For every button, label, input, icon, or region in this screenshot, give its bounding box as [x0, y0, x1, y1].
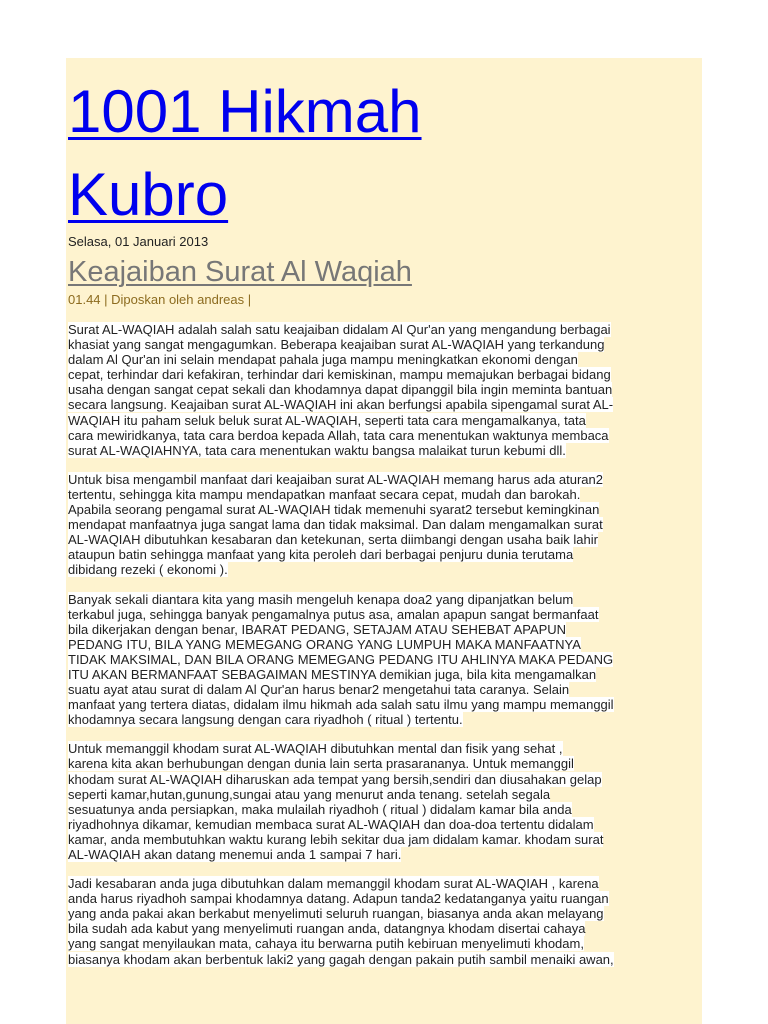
post-meta: 01.44 | Diposkan oleh andreas |	[68, 292, 252, 307]
post-date: Selasa, 01 Januari 2013	[68, 234, 209, 249]
blog-title-line2: Kubro	[68, 161, 229, 228]
post-paragraph-4: Untuk memanggil khodam surat AL-WAQIAH dibutuhkan mental dan fisik yang sehat , karena kita akan berhubungan dengan dunia lain serta prasarananya. Untuk memanggil khodam surat AL-WAQIAH diharuskan ada tempat yang bersih,sendiri dan diusahakan gelap seperti kamar,hutan,gunung,sungai atau yang menurut anda tenang. setelah segala sesuatunya anda persiapkan, maka mulailah riyadhoh ( ritual ) didalam kamar bila anda riyadhohnya dikamar, kemudian membaca surat AL-WAQIAH dan doa-doa tertentu didalam kamar, anda membutuhkan waktu kurang lebih sekitar dua jam didalam kamar. khodam surat AL-WAQIAH akan datang menemui anda 1 sampai 7 hari.	[68, 741, 604, 862]
blog-title-line1: 1001 Hikmah	[68, 78, 422, 145]
post-body	[68, 322, 700, 967]
post-paragraph-1: Surat AL-WAQIAH adalah salah satu keajaiban didalam Al Qur'an yang mengandung berbagai khasiat yang sangat mengagumkan. Beberapa keajaiban surat AL-WAQIAH yang terkandung dalam Al Qur'an ini selain mendapat pahala juga mampu meningkatkan ekonomi dengan cepat, terhindar dari kefakiran, terhindar dari kemiskinan, mampu memajukan berbagai bidang usaha dengan sangat cepat sekali dan khodamnya dapat dipanggil bila ingin meminta bantuan secara langsung. Keajaiban surat AL-WAQIAH ini akan berfungsi apabila sipengamal surat AL- WAQIAH itu paham seluk beluk surat AL-WAQIAH, seperti tata cara mengamalkanya, tata cara mewiridkanya, tata cara berdoa kepada Allah, tata cara menentukan waktunya membaca surat AL-WAQIAHNYA, tata cara menentukan waktu bangsa malaikat turun kebumi dll.	[68, 322, 614, 458]
post-title-link[interactable]: Keajaiban Surat Al Waqiah	[68, 256, 412, 288]
post-paragraph-2: Untuk bisa mengambil manfaat dari keajaiban surat AL-WAQIAH memang harus ada aturan2 tertentu, sehingga kita mampu mendapatkan manfaat secara cepat, mudah dan barokah. Apabila seorang pengamal surat AL-WAQIAH tidak memenuhi syarat2 tersebut kemingkinan mendapat manfaatnya juga sangat lama dan tidak maksimal. Dan dalam mengamalkan surat AL-WAQIAH dibutuhkan kesabaran dan ketekunan, serta diimbangi dengan usaha baik lahir ataupun batin sehingga manfaat yang kita peroleh dari berbagai penjuru dunia terutama dibidang rezeki ( ekonomi ).	[68, 471, 603, 578]
post-paragraph-3: Banyak sekali diantara kita yang masih mengeluh kenapa doa2 yang dipanjatkan belum terkabul juga, sehingga banyak pengamalnya putus asa, amalan apapun sangat bermanfaat bila dikerjakan dengan benar, IBARAT PEDANG, SETAJAM ATAU SEHEBAT APAPUN PEDANG ITU, BILA YANG MEMEGANG ORANG YANG LUMPUH MAKA MANFAATNYA TIDAK MAKSIMAL, DAN BILA ORANG MEMEGANG PEDANG ITU AHLINYA MAKA PEDANG ITU AKAN BERMANFAAT SEBAGAIMAN MESTINYA demikian juga, bila kita mengamalkan suatu ayat atau surat di dalam Al Qur'an harus benar2 mengetahui tata caranya. Selain manfaat yang tertera diatas, didalam ilmu hikmah ada salah satu ilmu yang mampu memanggil khodamnya secara langsung dengan cara riyadhoh ( ritual ) tertentu.	[68, 591, 614, 728]
post-paragraph-5: Jadi kesabaran anda juga dibutuhkan dalam memanggil khodam surat AL-WAQIAH , karena anda harus riyadhoh sampai khodamnya datang. Adapun tanda2 kedatanganya yaitu ruangan yang anda pakai akan berkabut menyelimuti seluruh ruangan, biasanya anda akan melayang bila sudah ada kabut yang menyelimuti ruangan anda, datangnya khodam disertai cahaya yang sangat menyilaukan mata, cahaya itu berwarna putih kebiruan menyelimuti khodam, biasanya khodam akan berbentuk laki2 yang gagah dengan pakain putih sambil menaiki awan,	[68, 876, 614, 967]
blog-title-link[interactable]	[68, 70, 702, 236]
blog-page	[66, 58, 702, 1024]
